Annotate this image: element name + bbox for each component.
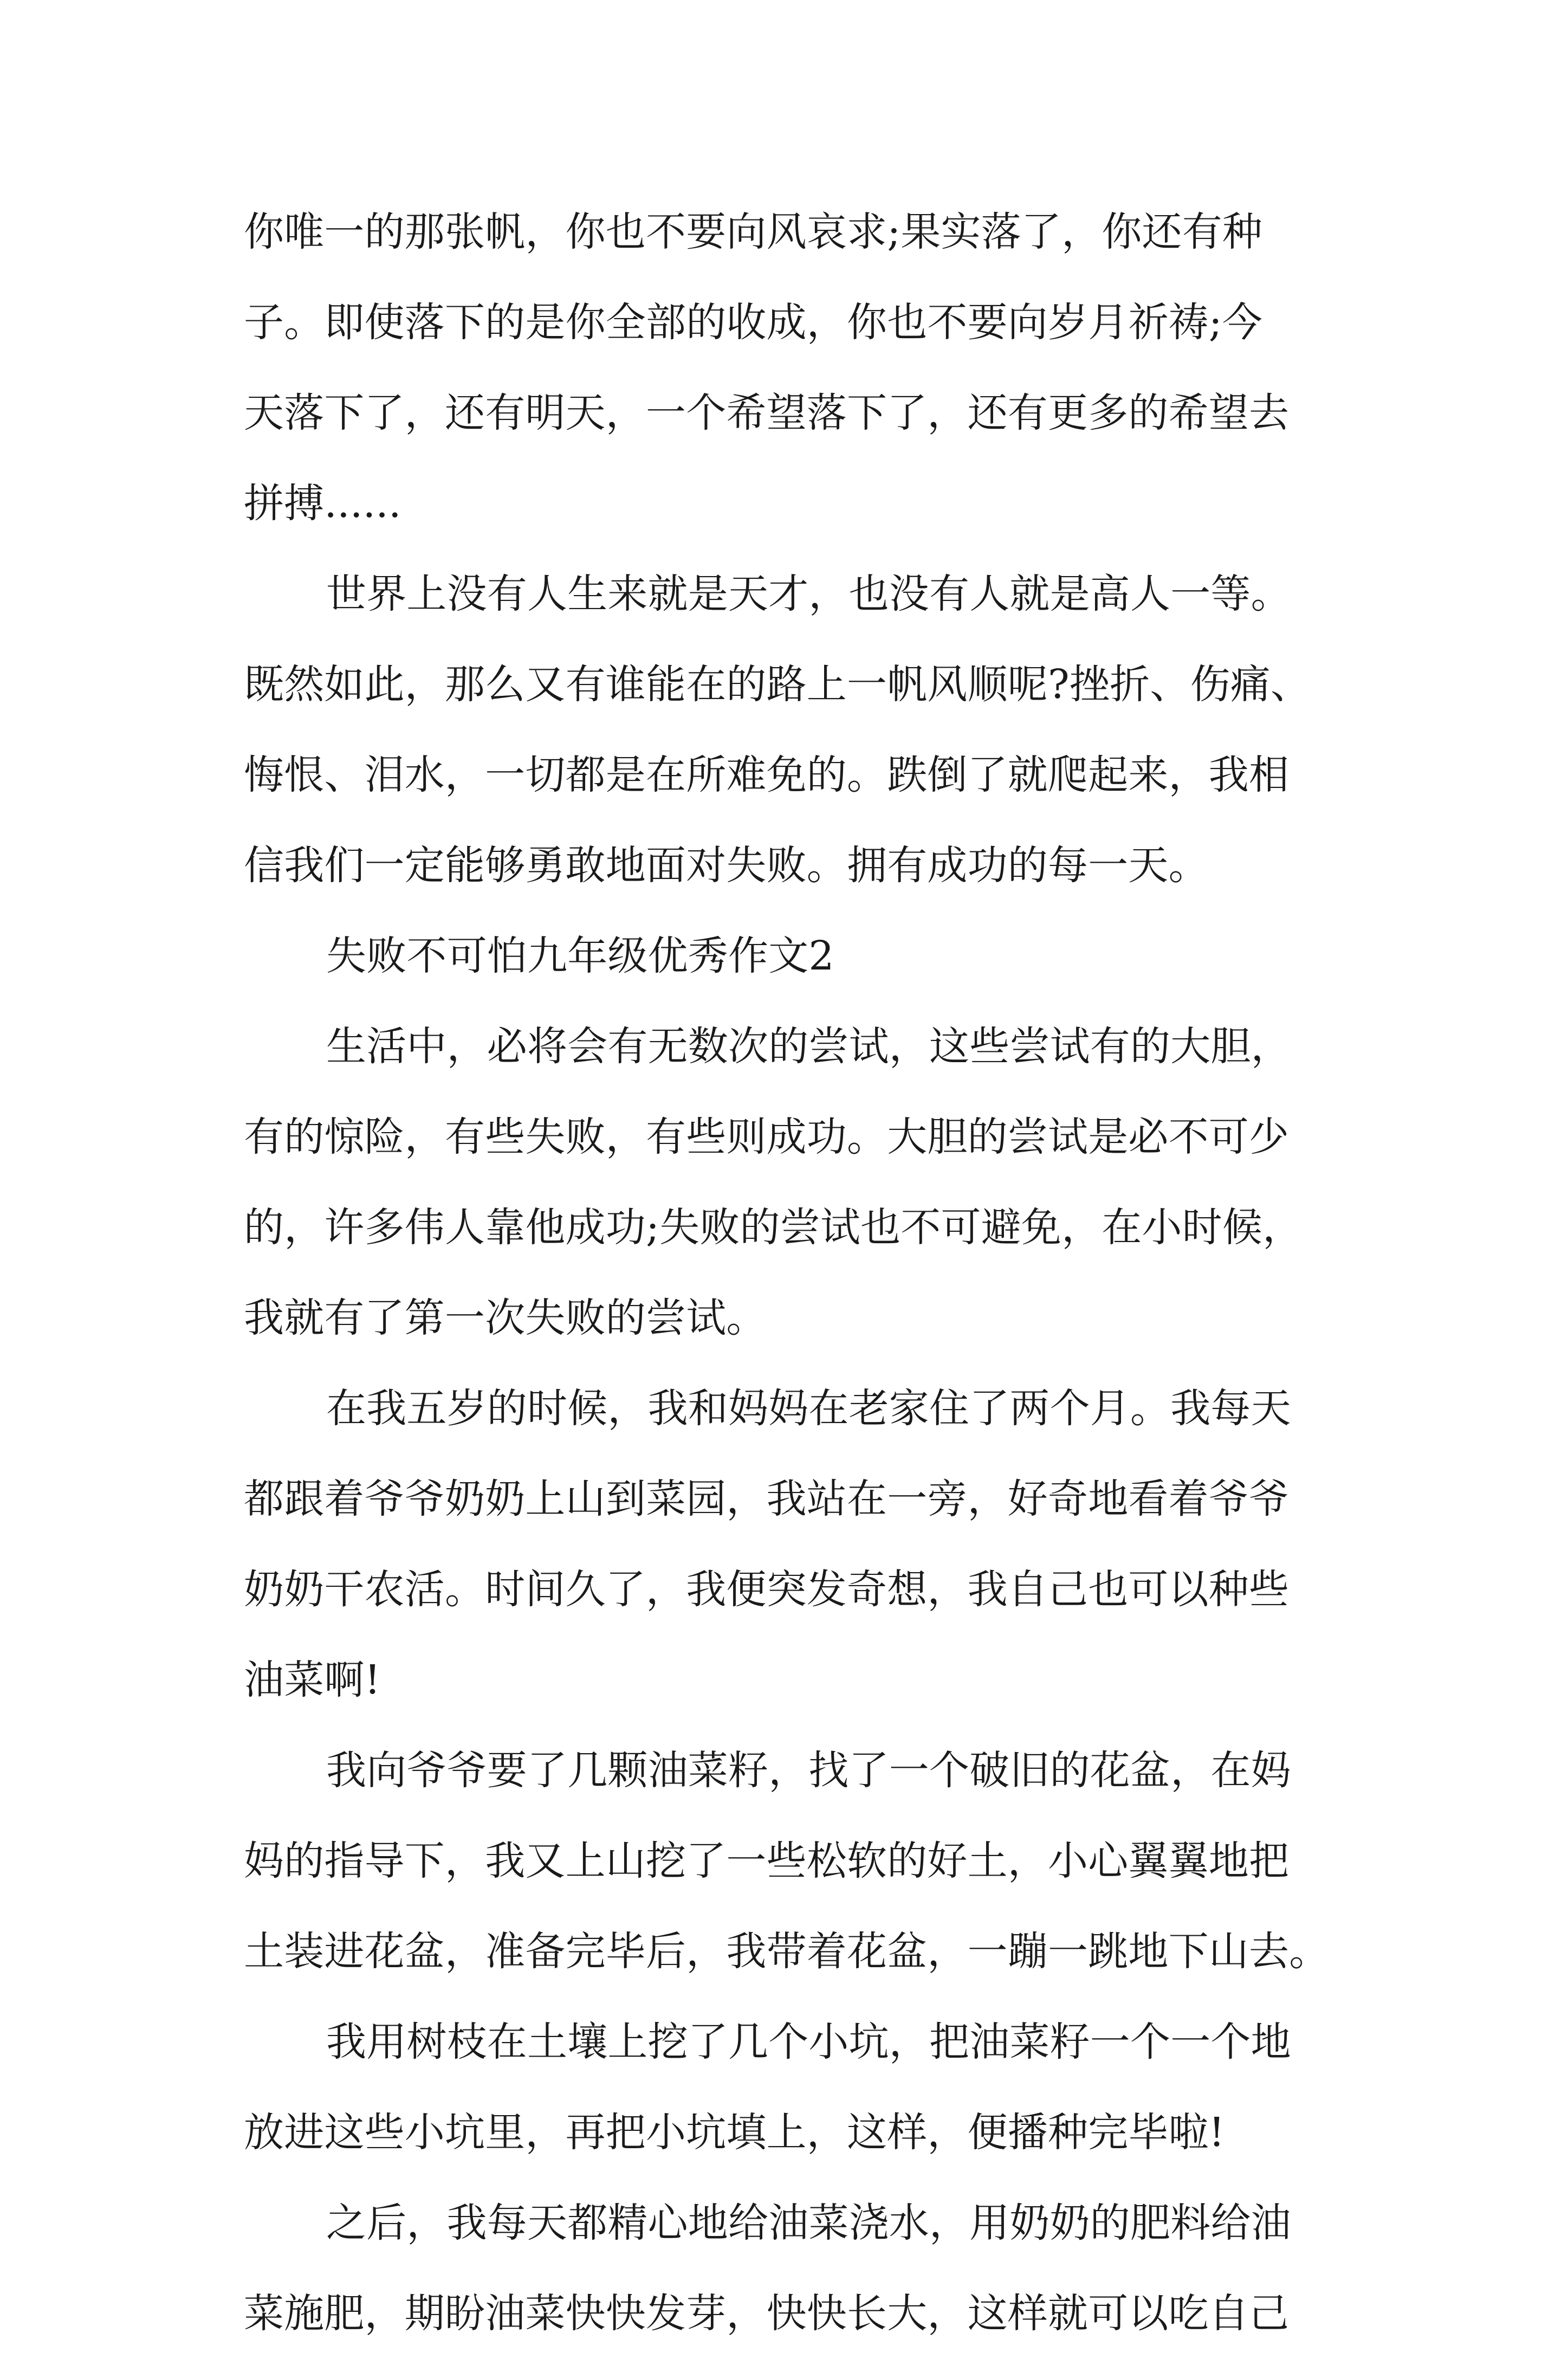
text-line: 你唯一的那张帆，你也不要向风哀求;果实落了，你还有种 [244,209,1263,255]
text-line: 土装进花盆，准备完毕后，我带着花盆，一蹦一跳地下山去。 [244,1928,1330,1975]
text-line: 信我们一定能够勇敢地面对失败。拥有成功的每一天。 [244,842,1209,889]
paragraph-start-line: 我向爷爷要了几颗油菜籽，找了一个破旧的花盆，在妈 [326,1747,1291,1794]
text-line: 悔恨、泪水，一切都是在所难免的。跌倒了就爬起来，我相 [244,752,1290,798]
paragraph-start-line: 在我五岁的时候，我和妈妈在老家住了两个月。我每天 [326,1385,1291,1432]
text-line: 子。即使落下的是你全部的收成，你也不要向岁月祈祷;今 [244,299,1263,346]
text-line: 都跟着爷爷奶奶上山到菜园，我站在一旁，好奇地看着爷爷 [244,1476,1290,1522]
paragraph-start-line: 之后，我每天都精心地给油菜浇水，用奶奶的肥料给油 [326,2200,1291,2246]
section-title: 失败不可怕九年级优秀作文2 [326,933,834,979]
text-line: 有的惊险，有些失败，有些则成功。大胆的尝试是必不可少 [244,1114,1290,1160]
text-line: 油菜啊! [244,1657,381,1703]
text-line: 奶奶干农活。时间久了，我便突发奇想，我自己也可以种些 [244,1566,1290,1613]
paragraph-start-line: 生活中，必将会有无数次的尝试，这些尝试有的大胆， [326,1023,1291,1070]
document-page [244,187,1333,2359]
text-line: 我就有了第一次失败的尝试。 [244,1295,767,1341]
paragraph-start-line: 我用树枝在土壤上挖了几个小坑，把油菜籽一个一个地 [326,2019,1291,2065]
text-line: 既然如此，那么又有谁能在的路上一帆风顺呢?挫折、伤痛、 [244,661,1311,708]
text-line: 拼搏...... [244,480,401,527]
text-line: 的，许多伟人靠他成功;失败的尝试也不可避免，在小时候， [244,1204,1303,1251]
text-line: 放进这些小坑里，再把小坑填上，这样，便播种完毕啦! [244,2109,1225,2156]
text-line: 妈的指导下，我又上山挖了一些松软的好土，小心翼翼地把 [244,1838,1290,1884]
paragraph-start-line: 世界上没有人生来就是天才，也没有人就是高人一等。 [326,571,1291,617]
text-line: 菜施肥，期盼油菜快快发芽，快快长大，这样就可以吃自己 [244,2290,1290,2337]
text-line: 天落下了，还有明天，一个希望落下了，还有更多的希望去 [244,390,1290,436]
